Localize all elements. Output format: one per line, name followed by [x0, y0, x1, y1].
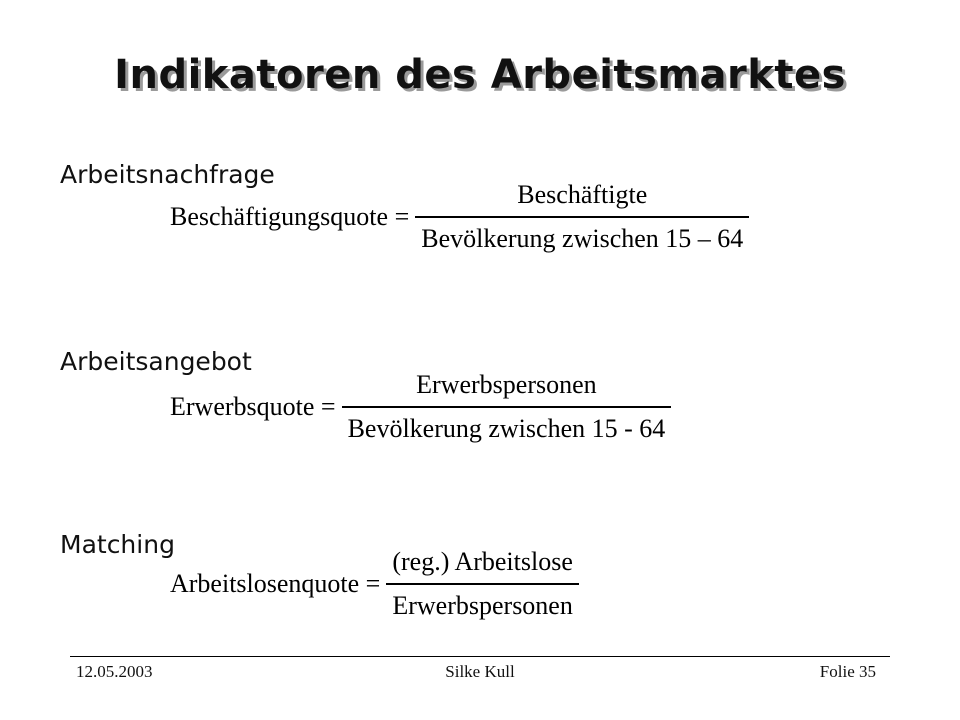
numerator: (reg.) Arbeitslose	[392, 547, 573, 576]
footer-author: Silke Kull	[445, 662, 515, 681]
slide-title: Indikatoren des Arbeitsmarktes	[114, 52, 846, 98]
footer-divider	[70, 656, 890, 657]
fraction	[386, 547, 579, 621]
heading-arbeitsnachfrage: Arbeitsnachfrage	[60, 160, 275, 189]
denominator: Bevölkerung zwischen 15 - 64	[342, 406, 672, 444]
fraction	[342, 370, 672, 444]
formula-lhs: Arbeitslosenquote =	[170, 569, 381, 598]
footer-date: 12.05.2003	[76, 662, 153, 681]
formula-arbeitslosenquote	[170, 547, 579, 621]
numerator: Beschäftigte	[517, 180, 648, 209]
footer-slide-number: Folie 35	[819, 662, 876, 681]
formula-beschaeftigungsquote	[170, 180, 749, 254]
denominator: Erwerbspersonen	[386, 583, 579, 621]
heading-matching: Matching	[60, 530, 175, 559]
heading-arbeitsangebot: Arbeitsangebot	[60, 347, 252, 376]
formula-lhs: Beschäftigungsquote =	[170, 202, 410, 231]
formula-erwerbsquote	[170, 370, 671, 444]
numerator: Erwerbspersonen	[416, 370, 597, 399]
formula-lhs: Erwerbsquote =	[170, 392, 336, 421]
fraction	[415, 180, 749, 254]
denominator: Bevölkerung zwischen 15 – 64	[415, 216, 749, 254]
